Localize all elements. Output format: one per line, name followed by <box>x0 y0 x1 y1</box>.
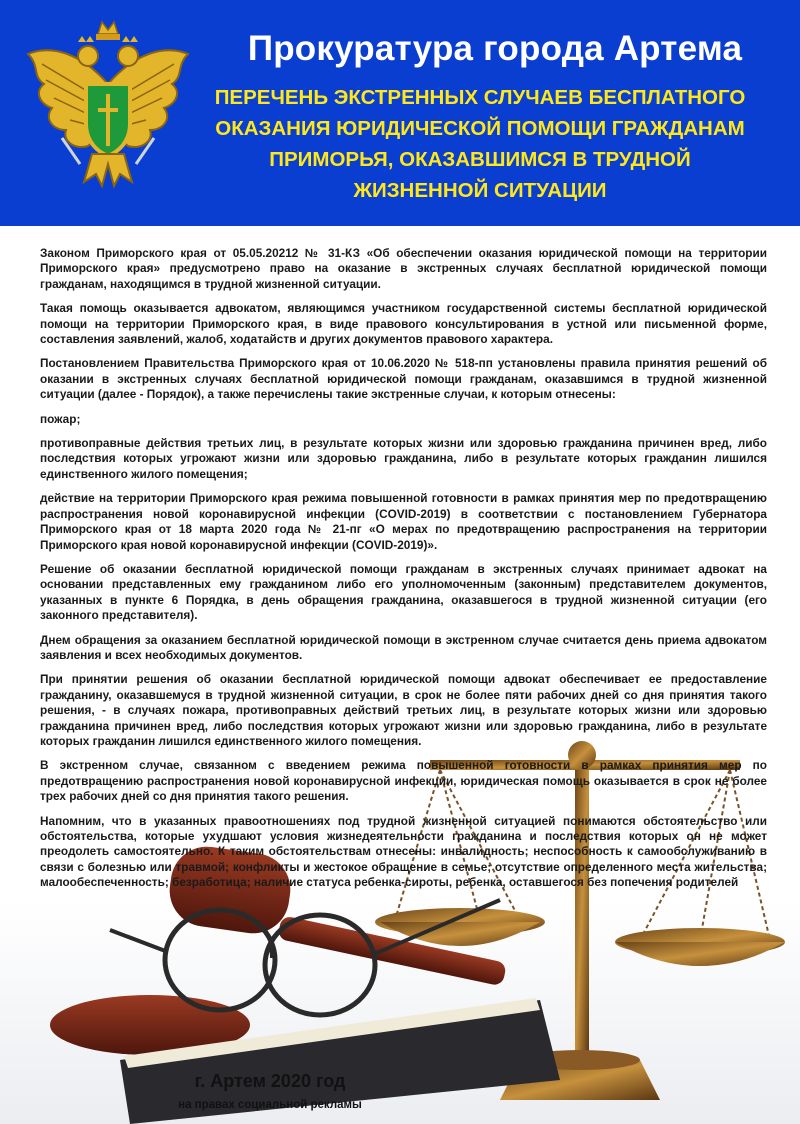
paragraph: Постановлением Правительства Приморского края от 10.06.2020 № 518-пп установлены правила принятия решений об оказании в экстренных случаях бесплатной юридической помощи гражданам, оказавшимся в трудной жизненной ситуации (далее - Порядок), а также перечислены такие экстренные случаи, к которым отнесены: <box>40 356 767 402</box>
prosecutor-emblem-icon <box>22 14 194 204</box>
subtitle-line: ПЕРЕЧЕНЬ ЭКСТРЕННЫХ СЛУЧАЕВ БЕСПЛАТНОГО <box>214 86 746 109</box>
footer-city-year: г. Артем 2020 год <box>194 1071 346 1091</box>
paragraph: пожар; <box>40 411 81 426</box>
paragraph: Днем обращения за оказанием бесплатной юридической помощи в экстренном случае считается день приема адвокатом заявления и всех необходимых документов. <box>40 632 767 662</box>
paragraph: Решение об оказании бесплатной юридической помощи гражданам в экстренных случаях принимает адвокат на основании представленных ему гражданином либо его уполномоченным (законным) представителем документов, указанных в пункте 6 Порядка, в день обращения гражданина, оказавшегося в трудной жизненной ситуации (его законного представителя). <box>40 561 767 623</box>
paragraph: действие на территории Приморского края режима повышенной готовности в рамках принятия мер по предотвращению распространения новой коронавирусной инфекции (COVID-2019) в соответствии с постановлением Губернатора Приморского края от 18 марта 2020 года № 21-пг «О мерах по предотвращению распространения на территории Приморского края новой коронавирусной инфекции (COVID-2019)». <box>40 491 767 552</box>
subtitle-line: ЖИЗНЕННОЙ СИТУАЦИИ <box>353 179 607 202</box>
header-banner <box>0 0 800 226</box>
page-subtitle <box>210 82 750 206</box>
paragraph: В экстренном случае, связанном с введением режима повышенной готовности в рамках принятия мер по предотвращению распространения новой коронавирусной инфекции, юридическая помощь оказывается в срок не более трех рабочих дней со дня принятия такого решения. <box>40 758 767 804</box>
subtitle-line: ОКАЗАНИЯ ЮРИДИЧЕСКОЙ ПОМОЩИ ГРАЖДАНАМ <box>215 117 745 140</box>
paragraph: Напомним, что в указанных правоотношениях под трудной жизненной ситуацией понимаются обстоятельство или обстоятельства, которые ухудшают условия жизнедеятельности гражданина и последствия которых он не может преодолеть самостоятельно. К таким обстоятельствам отнесены: инвалидность; неспособность к самообслуживанию в связи с болезнью или травмой; конфликты и жестокое обращение в семье; отсутствие определенного места жительства; малообеспеченность; безработица; наличие статуса ребенка-сироты, ребенка, оставшегося без попечения родителей <box>40 813 767 890</box>
paragraph: При принятии решения об оказании бесплатной юридической помощи адвокат обеспечивает ее предоставление гражданину, оказавшемуся в трудной жизненной ситуации, в срок не более пяти рабочих дней со дня принятия такого решения, - в случаях пожара, противоправных действий третьих лиц, в результате которых жизни или здоровью гражданина причинен вред, либо последствия которых угрожают жизни или здоровью гражданина, либо в результате которых гражданин лишился единственного жилого помещения. <box>40 672 767 748</box>
paragraph: Такая помощь оказывается адвокатом, являющимся участником государственной системы бесплатной юридической помощи на территории Приморского края, в виде правового консультирования в устной или письменной форме, составления заявлений, жалоб, ходатайств и других документов правового характера. <box>40 301 767 347</box>
footer-note: на правах социальной рекламы <box>178 1099 362 1111</box>
page-title: Прокуратура города Артема <box>247 29 743 68</box>
paragraph: Законом Приморского края от 05.05.20212 № 31-КЗ «Об обеспечении оказания юридической помощи на территории Приморского края» предусмотрено право на оказание в экстренных случаях бесплатной юридической помощи гражданам, находящимся в трудной жизненной ситуации. <box>40 246 767 291</box>
subtitle-line: ПРИМОРЬЯ, ОКАЗАВШИМСЯ В ТРУДНОЙ <box>269 148 691 171</box>
body-text <box>40 246 767 900</box>
paragraph: противоправные действия третьих лиц, в результате которых жизни или здоровью гражданина причинен вред, либо последствия которых угрожают жизни или здоровью гражданина, либо в результате которых гражданин лишился единственного жилого помещения; <box>40 436 767 481</box>
